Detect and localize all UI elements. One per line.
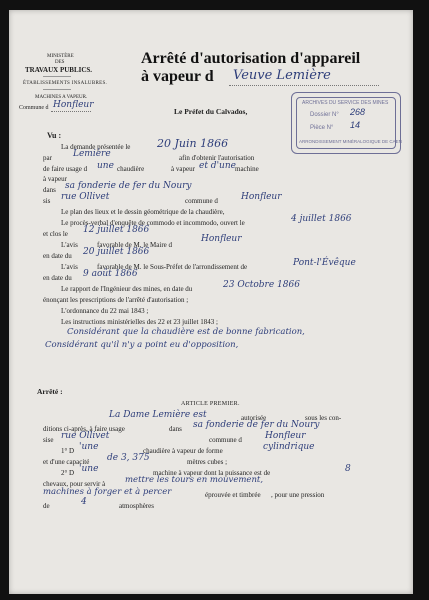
stamp-dossier-label: Dossier N° — [310, 112, 339, 118]
street-value: rue Ollivet — [61, 192, 110, 202]
art-item2-count: 'une — [79, 464, 99, 474]
document-title-line2: à vapeur d — [141, 68, 214, 85]
stamp-piece-value: 14 — [350, 120, 361, 130]
art-atmospheres: atmosphères — [119, 502, 154, 510]
prescriptions-line: énonçant les prescriptions de l'arrêté d'autorisation ; — [43, 296, 189, 304]
art-dans-label: dans — [169, 425, 182, 433]
applicant-name: Lemière — [73, 149, 111, 159]
art-usage-value: mettre les tours en mouvement, — [125, 475, 264, 485]
sous-prefet-date-label: en date du — [43, 274, 72, 282]
art-forme-value: cylindrique — [263, 442, 315, 452]
stamp-line1: ARCHIVES DU SERVICE DES MINES — [302, 100, 389, 106]
art-metres-cubes: mètres cubes ; — [187, 458, 228, 466]
avis-maire-text: favorable de M. le Maire d — [97, 241, 173, 249]
considerant-1: Considérant que la chaudière est de bonne fabrication, — [67, 327, 305, 337]
art-eprouvee: éprouvée et timbrée — [205, 491, 261, 499]
art-establishment: sa fonderie de fer du Noury — [193, 420, 320, 430]
art-sise-label: sise — [43, 436, 54, 444]
header-divider — [43, 76, 71, 77]
instructions-line: Les instructions ministérielles des 22 et 23 juillet 1843 ; — [61, 318, 218, 326]
obtain-auth-label: afin d'obtenir l'autorisation — [179, 154, 255, 162]
arrete-label: Arrêté : — [37, 387, 63, 396]
commune-d-label: commune d — [185, 197, 218, 205]
enquete-open-date: 4 juillet 1866 — [291, 214, 352, 224]
art-puissance-value: 8 — [345, 464, 351, 474]
clos-label: et clos le — [43, 230, 68, 238]
dans-label: dans — [43, 186, 56, 194]
request-date-label: La demande présentée le — [61, 143, 131, 151]
request-date-value: 20 Juin 1866 — [157, 137, 229, 150]
vu-label: Vu : — [47, 131, 62, 140]
usage-count: une — [97, 161, 114, 171]
avis-sous-prefet-label: L'avis — [61, 263, 78, 271]
document-page — [9, 10, 413, 594]
usage-count-2: et d'une — [199, 161, 236, 171]
avis-sous-prefet-text: favorable de M. le Sous-Préfet de l'arrondissement de — [97, 263, 248, 271]
art-conditions: sous les con- — [305, 414, 342, 422]
chaudiere-label: chaudière — [117, 165, 145, 173]
art-street: rue Ollivet — [61, 431, 110, 441]
maire-date-label: en date du — [43, 252, 72, 260]
document-title-line1: Arrêté d'autorisation d'appareil — [141, 50, 361, 67]
vapeur-label: à vapeur — [171, 165, 195, 173]
art-subject: La Dame Lemière est — [109, 410, 207, 420]
art-item2-label: 2° D — [61, 469, 75, 477]
art-capacite-value: de 3, 375 — [107, 453, 150, 463]
stamp-line4: ARRONDISSEMENT MINÉRALOGIQUE DE CAEN — [299, 139, 402, 144]
commune-value: Honfleur — [53, 100, 94, 110]
header-divider-2 — [43, 89, 71, 90]
stamp-dossier-value: 268 — [350, 107, 366, 117]
commune-body-value: Honfleur — [241, 192, 282, 202]
usage-label: de faire usage d — [43, 165, 88, 173]
avis-maire-value: Honfleur — [201, 234, 242, 244]
sis-label: sis — [43, 197, 51, 205]
art-capacite-label: et d'une capacité — [43, 458, 90, 466]
sous-prefet-date-value: 9 août 1866 — [83, 269, 138, 279]
art-commune-label: commune d — [209, 436, 242, 444]
commune-label: Commune d — [19, 105, 49, 111]
ministry-label: TRAVAUX PUBLICS. — [25, 66, 93, 74]
des-label: DES — [55, 60, 65, 65]
art-pression-value: 4 — [81, 497, 87, 507]
title-underline — [229, 85, 379, 86]
enquete-close-date: 12 juillet 1866 — [83, 225, 150, 235]
arrondissement-value: Pont-l'Évêque — [293, 258, 356, 268]
division-label: ÉTABLISSEMENTS INSALUBRES. — [23, 81, 108, 86]
archive-stamp — [291, 92, 401, 154]
plan-line: Le plan des lieux et le dessin géométrique de la chaudière, — [61, 208, 225, 216]
maire-date-value: 20 juillet 1866 — [83, 247, 150, 257]
art-usage-value-2: machines à forger et à percer — [43, 487, 172, 497]
art-chevaux-label: chevaux, pour servir à — [43, 480, 106, 488]
avis-maire-label: L'avis — [61, 241, 78, 249]
proces-verbal-line: Le procès-verbal d'enquête de commodo et incommodo, ouvert le — [61, 219, 245, 227]
establishment-value: sa fonderie de fer du Noury — [65, 181, 192, 191]
art-machine-puissance: machine à vapeur dont la puissance est de — [153, 469, 271, 477]
art-de-label: de — [43, 502, 50, 510]
ordonnance-line: L'ordonnance du 22 mai 1843 ; — [61, 307, 149, 315]
ministere-label: MINISTÈRE — [47, 54, 74, 59]
considerant-2: Considérant qu'il n'y a point eu d'opposition, — [45, 340, 239, 350]
rapport-date-value: 23 Octobre 1866 — [223, 280, 300, 290]
prefet-heading: Le Préfet du Calvados, — [174, 107, 248, 116]
machine-label: machine — [235, 165, 259, 173]
art-chaudiere-forme: chaudière à vapeur de forme — [143, 447, 223, 455]
art-item1-count: 'une — [79, 442, 99, 452]
rapport-label: Le rapport de l'Ingénieur des mines, en date du — [61, 285, 193, 293]
title-applicant-value: Veuve Lemière — [233, 68, 331, 83]
par-label: par — [43, 154, 52, 162]
machines-label: MACHINES A VAPEUR. — [35, 95, 88, 100]
art-pression: , pour une pression — [271, 491, 325, 499]
commune-underline — [51, 111, 91, 112]
art-item1-label: 1° D — [61, 447, 75, 455]
art-usage-label: ditions ci-après, à faire usage — [43, 425, 125, 433]
art-commune-value: Honfleur — [265, 431, 306, 441]
article-premier: ARTICLE PREMIER. — [181, 401, 240, 407]
stamp-piece-label: Pièce N° — [310, 125, 334, 131]
a-vapeur-label: à vapeur — [43, 175, 67, 183]
art-autorise: autorisée — [241, 414, 267, 422]
